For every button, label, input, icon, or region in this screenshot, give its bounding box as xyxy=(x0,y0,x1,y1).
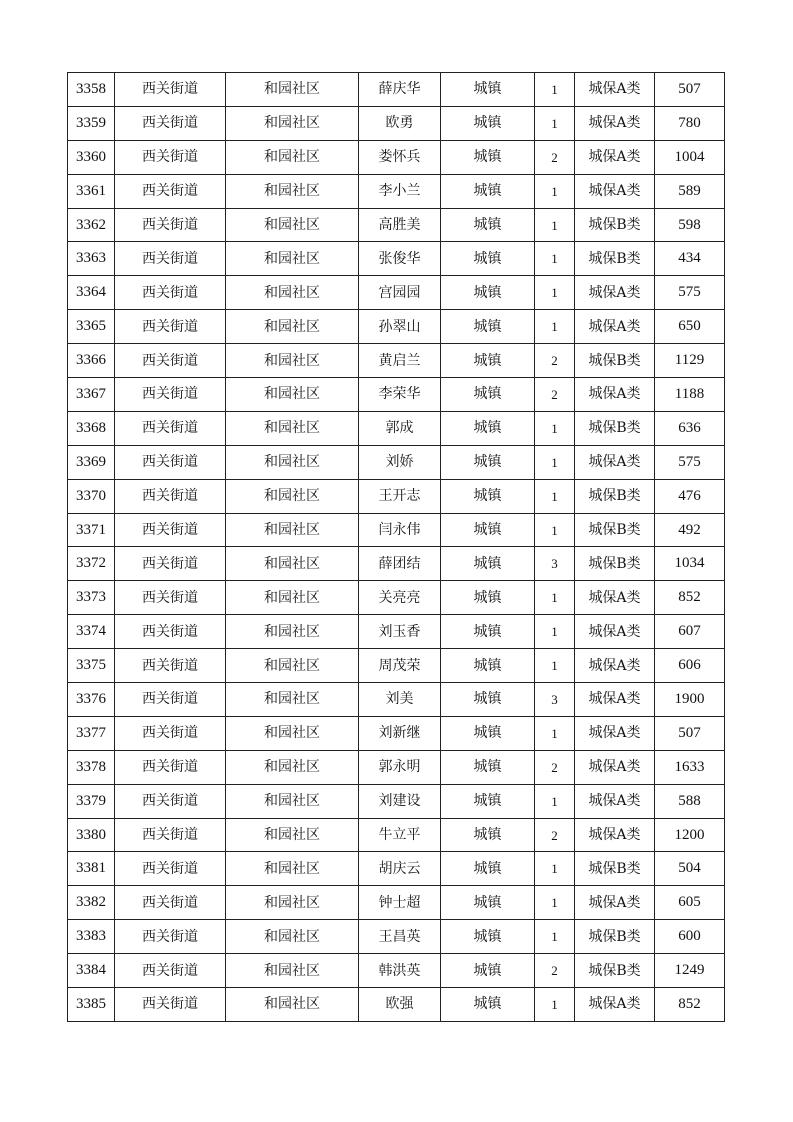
name-cell: 刘新继 xyxy=(359,716,441,750)
category-cell: 城保B类 xyxy=(575,852,655,886)
street-cell: 西关街道 xyxy=(115,615,226,649)
community-cell: 和园社区 xyxy=(226,276,359,310)
category-cell: 城保A类 xyxy=(575,750,655,784)
household-count-cell: 2 xyxy=(535,750,575,784)
street-cell: 西关街道 xyxy=(115,954,226,988)
amount-cell: 600 xyxy=(655,920,725,954)
street-cell: 西关街道 xyxy=(115,73,226,107)
street-cell: 西关街道 xyxy=(115,920,226,954)
row-number: 3369 xyxy=(68,445,115,479)
name-cell: 钟士超 xyxy=(359,886,441,920)
community-cell: 和园社区 xyxy=(226,411,359,445)
row-number: 3370 xyxy=(68,479,115,513)
area-cell: 城镇 xyxy=(441,716,535,750)
community-cell: 和园社区 xyxy=(226,716,359,750)
area-cell: 城镇 xyxy=(441,445,535,479)
amount-cell: 504 xyxy=(655,852,725,886)
table-row xyxy=(68,106,725,140)
row-number: 3376 xyxy=(68,683,115,717)
community-cell: 和园社区 xyxy=(226,954,359,988)
household-count-cell: 1 xyxy=(535,479,575,513)
household-count-cell: 1 xyxy=(535,615,575,649)
category-cell: 城保A类 xyxy=(575,276,655,310)
community-cell: 和园社区 xyxy=(226,73,359,107)
community-cell: 和园社区 xyxy=(226,513,359,547)
category-cell: 城保B类 xyxy=(575,344,655,378)
name-cell: 王昌英 xyxy=(359,920,441,954)
category-cell: 城保A类 xyxy=(575,445,655,479)
household-count-cell: 1 xyxy=(535,581,575,615)
community-cell: 和园社区 xyxy=(226,344,359,378)
table-row xyxy=(68,73,725,107)
row-number: 3379 xyxy=(68,784,115,818)
name-cell: 关亮亮 xyxy=(359,581,441,615)
street-cell: 西关街道 xyxy=(115,174,226,208)
table-row xyxy=(68,988,725,1022)
household-count-cell: 1 xyxy=(535,445,575,479)
community-cell: 和园社区 xyxy=(226,174,359,208)
street-cell: 西关街道 xyxy=(115,479,226,513)
area-cell: 城镇 xyxy=(441,411,535,445)
community-cell: 和园社区 xyxy=(226,479,359,513)
area-cell: 城镇 xyxy=(441,954,535,988)
name-cell: 李荣华 xyxy=(359,378,441,412)
amount-cell: 476 xyxy=(655,479,725,513)
table-row xyxy=(68,852,725,886)
amount-cell: 606 xyxy=(655,649,725,683)
area-cell: 城镇 xyxy=(441,174,535,208)
street-cell: 西关街道 xyxy=(115,852,226,886)
category-cell: 城保B类 xyxy=(575,242,655,276)
street-cell: 西关街道 xyxy=(115,750,226,784)
table-row xyxy=(68,344,725,378)
amount-cell: 1188 xyxy=(655,378,725,412)
amount-cell: 780 xyxy=(655,106,725,140)
household-count-cell: 1 xyxy=(535,411,575,445)
row-number: 3383 xyxy=(68,920,115,954)
name-cell: 刘玉香 xyxy=(359,615,441,649)
name-cell: 牛立平 xyxy=(359,818,441,852)
name-cell: 闫永伟 xyxy=(359,513,441,547)
amount-cell: 507 xyxy=(655,73,725,107)
area-cell: 城镇 xyxy=(441,276,535,310)
amount-cell: 575 xyxy=(655,445,725,479)
community-cell: 和园社区 xyxy=(226,378,359,412)
area-cell: 城镇 xyxy=(441,784,535,818)
street-cell: 西关街道 xyxy=(115,784,226,818)
table-row xyxy=(68,208,725,242)
community-cell: 和园社区 xyxy=(226,818,359,852)
area-cell: 城镇 xyxy=(441,73,535,107)
street-cell: 西关街道 xyxy=(115,344,226,378)
table-row xyxy=(68,716,725,750)
household-count-cell: 1 xyxy=(535,106,575,140)
community-cell: 和园社区 xyxy=(226,242,359,276)
name-cell: 胡庆云 xyxy=(359,852,441,886)
name-cell: 欧强 xyxy=(359,988,441,1022)
street-cell: 西关街道 xyxy=(115,716,226,750)
row-number: 3368 xyxy=(68,411,115,445)
name-cell: 刘建设 xyxy=(359,784,441,818)
community-cell: 和园社区 xyxy=(226,750,359,784)
category-cell: 城保A类 xyxy=(575,886,655,920)
amount-cell: 1900 xyxy=(655,683,725,717)
amount-cell: 588 xyxy=(655,784,725,818)
name-cell: 宫园园 xyxy=(359,276,441,310)
area-cell: 城镇 xyxy=(441,886,535,920)
category-cell: 城保A类 xyxy=(575,581,655,615)
household-count-cell: 1 xyxy=(535,310,575,344)
table-row xyxy=(68,276,725,310)
household-count-cell: 3 xyxy=(535,547,575,581)
table-row xyxy=(68,683,725,717)
street-cell: 西关街道 xyxy=(115,513,226,547)
category-cell: 城保A类 xyxy=(575,310,655,344)
amount-cell: 607 xyxy=(655,615,725,649)
community-cell: 和园社区 xyxy=(226,547,359,581)
amount-cell: 605 xyxy=(655,886,725,920)
area-cell: 城镇 xyxy=(441,649,535,683)
row-number: 3364 xyxy=(68,276,115,310)
amount-cell: 1249 xyxy=(655,954,725,988)
name-cell: 孙翠山 xyxy=(359,310,441,344)
area-cell: 城镇 xyxy=(441,242,535,276)
row-number: 3361 xyxy=(68,174,115,208)
row-number: 3367 xyxy=(68,378,115,412)
household-count-cell: 2 xyxy=(535,818,575,852)
category-cell: 城保B类 xyxy=(575,411,655,445)
table-row xyxy=(68,378,725,412)
area-cell: 城镇 xyxy=(441,581,535,615)
table-row xyxy=(68,886,725,920)
table-row xyxy=(68,750,725,784)
table-row xyxy=(68,242,725,276)
amount-cell: 434 xyxy=(655,242,725,276)
category-cell: 城保A类 xyxy=(575,988,655,1022)
household-count-cell: 1 xyxy=(535,276,575,310)
category-cell: 城保A类 xyxy=(575,784,655,818)
row-number: 3358 xyxy=(68,73,115,107)
street-cell: 西关街道 xyxy=(115,378,226,412)
area-cell: 城镇 xyxy=(441,683,535,717)
area-cell: 城镇 xyxy=(441,615,535,649)
category-cell: 城保A类 xyxy=(575,683,655,717)
table-row xyxy=(68,445,725,479)
row-number: 3385 xyxy=(68,988,115,1022)
name-cell: 韩洪英 xyxy=(359,954,441,988)
area-cell: 城镇 xyxy=(441,852,535,886)
street-cell: 西关街道 xyxy=(115,106,226,140)
row-number: 3365 xyxy=(68,310,115,344)
category-cell: 城保B类 xyxy=(575,479,655,513)
household-count-cell: 2 xyxy=(535,140,575,174)
household-count-cell: 1 xyxy=(535,649,575,683)
row-number: 3380 xyxy=(68,818,115,852)
amount-cell: 852 xyxy=(655,988,725,1022)
amount-cell: 852 xyxy=(655,581,725,615)
table-body xyxy=(68,73,725,1022)
street-cell: 西关街道 xyxy=(115,242,226,276)
table-row xyxy=(68,581,725,615)
street-cell: 西关街道 xyxy=(115,140,226,174)
area-cell: 城镇 xyxy=(441,479,535,513)
community-cell: 和园社区 xyxy=(226,208,359,242)
row-number: 3359 xyxy=(68,106,115,140)
area-cell: 城镇 xyxy=(441,106,535,140)
amount-cell: 1004 xyxy=(655,140,725,174)
category-cell: 城保A类 xyxy=(575,106,655,140)
area-cell: 城镇 xyxy=(441,344,535,378)
category-cell: 城保A类 xyxy=(575,649,655,683)
category-cell: 城保B类 xyxy=(575,954,655,988)
category-cell: 城保A类 xyxy=(575,378,655,412)
table-row xyxy=(68,547,725,581)
area-cell: 城镇 xyxy=(441,140,535,174)
area-cell: 城镇 xyxy=(441,378,535,412)
table-row xyxy=(68,818,725,852)
category-cell: 城保B类 xyxy=(575,513,655,547)
category-cell: 城保A类 xyxy=(575,716,655,750)
street-cell: 西关街道 xyxy=(115,988,226,1022)
category-cell: 城保A类 xyxy=(575,615,655,649)
amount-cell: 575 xyxy=(655,276,725,310)
household-count-cell: 1 xyxy=(535,174,575,208)
row-number: 3375 xyxy=(68,649,115,683)
area-cell: 城镇 xyxy=(441,310,535,344)
name-cell: 王开志 xyxy=(359,479,441,513)
category-cell: 城保A类 xyxy=(575,140,655,174)
name-cell: 高胜美 xyxy=(359,208,441,242)
data-table xyxy=(67,72,725,1022)
row-number: 3373 xyxy=(68,581,115,615)
amount-cell: 1633 xyxy=(655,750,725,784)
household-count-cell: 2 xyxy=(535,344,575,378)
household-count-cell: 3 xyxy=(535,683,575,717)
category-cell: 城保B类 xyxy=(575,208,655,242)
category-cell: 城保A类 xyxy=(575,818,655,852)
street-cell: 西关街道 xyxy=(115,683,226,717)
amount-cell: 1129 xyxy=(655,344,725,378)
household-count-cell: 2 xyxy=(535,378,575,412)
category-cell: 城保A类 xyxy=(575,174,655,208)
street-cell: 西关街道 xyxy=(115,818,226,852)
name-cell: 黄启兰 xyxy=(359,344,441,378)
household-count-cell: 1 xyxy=(535,988,575,1022)
street-cell: 西关街道 xyxy=(115,411,226,445)
amount-cell: 650 xyxy=(655,310,725,344)
category-cell: 城保A类 xyxy=(575,73,655,107)
household-count-cell: 2 xyxy=(535,954,575,988)
row-number: 3366 xyxy=(68,344,115,378)
household-count-cell: 1 xyxy=(535,852,575,886)
table-row xyxy=(68,174,725,208)
street-cell: 西关街道 xyxy=(115,208,226,242)
name-cell: 李小兰 xyxy=(359,174,441,208)
street-cell: 西关街道 xyxy=(115,276,226,310)
household-count-cell: 1 xyxy=(535,784,575,818)
amount-cell: 1200 xyxy=(655,818,725,852)
area-cell: 城镇 xyxy=(441,988,535,1022)
area-cell: 城镇 xyxy=(441,208,535,242)
row-number: 3371 xyxy=(68,513,115,547)
household-count-cell: 1 xyxy=(535,513,575,547)
community-cell: 和园社区 xyxy=(226,581,359,615)
community-cell: 和园社区 xyxy=(226,784,359,818)
area-cell: 城镇 xyxy=(441,750,535,784)
area-cell: 城镇 xyxy=(441,547,535,581)
area-cell: 城镇 xyxy=(441,513,535,547)
name-cell: 刘美 xyxy=(359,683,441,717)
amount-cell: 492 xyxy=(655,513,725,547)
household-count-cell: 1 xyxy=(535,208,575,242)
name-cell: 薛团结 xyxy=(359,547,441,581)
area-cell: 城镇 xyxy=(441,818,535,852)
community-cell: 和园社区 xyxy=(226,886,359,920)
amount-cell: 1034 xyxy=(655,547,725,581)
row-number: 3363 xyxy=(68,242,115,276)
community-cell: 和园社区 xyxy=(226,920,359,954)
category-cell: 城保B类 xyxy=(575,920,655,954)
household-count-cell: 1 xyxy=(535,920,575,954)
row-number: 3384 xyxy=(68,954,115,988)
household-count-cell: 1 xyxy=(535,886,575,920)
category-cell: 城保B类 xyxy=(575,547,655,581)
row-number: 3382 xyxy=(68,886,115,920)
community-cell: 和园社区 xyxy=(226,310,359,344)
table-row xyxy=(68,479,725,513)
community-cell: 和园社区 xyxy=(226,445,359,479)
table-row xyxy=(68,954,725,988)
table-row xyxy=(68,649,725,683)
household-count-cell: 1 xyxy=(535,716,575,750)
table-row xyxy=(68,784,725,818)
table-row xyxy=(68,920,725,954)
name-cell: 郭永明 xyxy=(359,750,441,784)
row-number: 3381 xyxy=(68,852,115,886)
household-count-cell: 1 xyxy=(535,242,575,276)
table-row xyxy=(68,615,725,649)
amount-cell: 507 xyxy=(655,716,725,750)
name-cell: 娄怀兵 xyxy=(359,140,441,174)
table-row xyxy=(68,513,725,547)
amount-cell: 589 xyxy=(655,174,725,208)
table-row xyxy=(68,411,725,445)
street-cell: 西关街道 xyxy=(115,886,226,920)
street-cell: 西关街道 xyxy=(115,310,226,344)
community-cell: 和园社区 xyxy=(226,615,359,649)
street-cell: 西关街道 xyxy=(115,649,226,683)
table-row xyxy=(68,140,725,174)
name-cell: 薛庆华 xyxy=(359,73,441,107)
community-cell: 和园社区 xyxy=(226,140,359,174)
amount-cell: 636 xyxy=(655,411,725,445)
community-cell: 和园社区 xyxy=(226,649,359,683)
street-cell: 西关街道 xyxy=(115,581,226,615)
row-number: 3378 xyxy=(68,750,115,784)
street-cell: 西关街道 xyxy=(115,547,226,581)
community-cell: 和园社区 xyxy=(226,852,359,886)
community-cell: 和园社区 xyxy=(226,683,359,717)
row-number: 3377 xyxy=(68,716,115,750)
table-row xyxy=(68,310,725,344)
community-cell: 和园社区 xyxy=(226,988,359,1022)
row-number: 3372 xyxy=(68,547,115,581)
street-cell: 西关街道 xyxy=(115,445,226,479)
row-number: 3362 xyxy=(68,208,115,242)
name-cell: 张俊华 xyxy=(359,242,441,276)
name-cell: 刘娇 xyxy=(359,445,441,479)
row-number: 3374 xyxy=(68,615,115,649)
name-cell: 欧勇 xyxy=(359,106,441,140)
community-cell: 和园社区 xyxy=(226,106,359,140)
name-cell: 郭成 xyxy=(359,411,441,445)
row-number: 3360 xyxy=(68,140,115,174)
name-cell: 周茂荣 xyxy=(359,649,441,683)
area-cell: 城镇 xyxy=(441,920,535,954)
amount-cell: 598 xyxy=(655,208,725,242)
household-count-cell: 1 xyxy=(535,73,575,107)
